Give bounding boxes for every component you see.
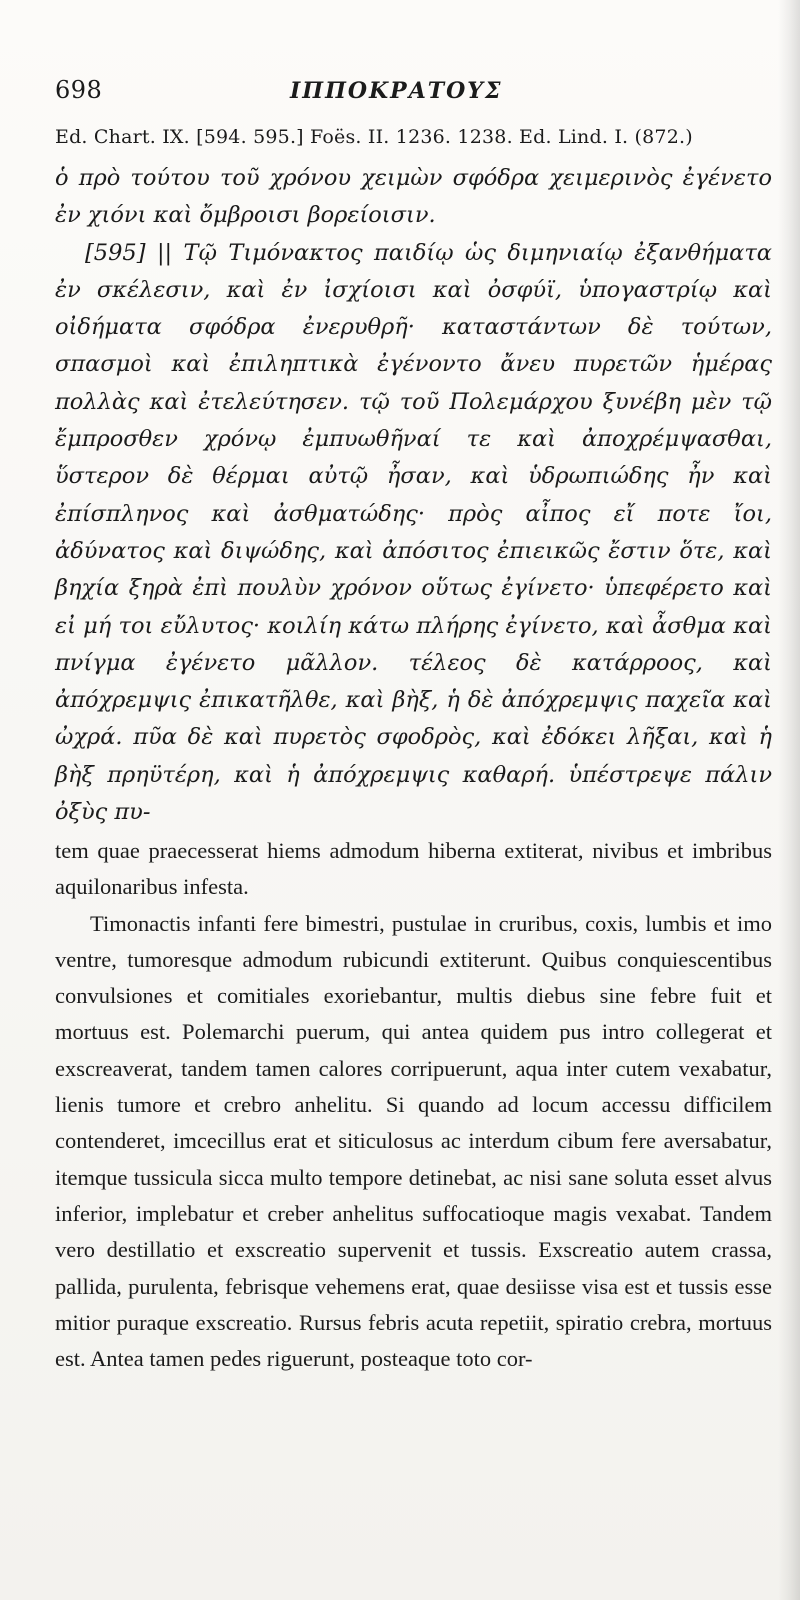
page-number: 698	[55, 76, 103, 104]
latin-text-block	[55, 833, 772, 1377]
edition-references: Ed. Chart. IX. [594. 595.] Foës. II. 1236. 1238. Ed. Lind. I. (872.)	[55, 126, 693, 148]
greek-text-block	[55, 160, 772, 831]
latin-paragraph-2: Timonactis infanti fere bimestri, pustulae in cruribus, coxis, lumbis et imo ventre, tumoresque admodum rubicundi extiterunt. Quibus conquiescentibus convulsiones et comitiales exoriebantur, multis diebus sine febre fuit et mortuus est. Polemarchi puerum, qui antea quidem pus intro collegerat et exscreaverat, tandem tamen calores corripuerunt, aqua inter cutem vexabatur, lienis tumore et crebro anhelitu. Si quando ad locum accessu difficilem contenderet, imcecillus erat et siticulosus ac interdum cibum fere aversabatur, itemque tussicula sicca multo tempore detinebat, ac nisi sane soluta esset alvus inferior, implebatur et creber anhelitus suffocatioque magis vexabat. Tandem vero destillatio et exscreatio supervenit et tussis. Exscreatio autem crassa, pallida, purulenta, febrisque vehemens erat, quae desiisse visa est et tussis esse mitior puraque exscreatio. Rursus febris acuta repetiit, spiratio crebra, mortuus est. Antea tamen pedes riguerunt, posteaque toto cor-	[55, 910, 772, 1372]
greek-paragraph-2: [595] || Τῷ Τιμόνακτος παιδίῳ ὡς διμηνιαίῳ ἐξανθήματα ἐν σκέλεσιν, καὶ ἐν ἰσχίοισι καὶ ὀσφύϊ, ὑπογαστρίῳ καὶ οἰδήματα σφόδρα ἐνερυθρῆ· καταστάντων δὲ τούτων, σπασμοὶ καὶ ἐπιληπτικὰ ἐγένοντο ἄνευ πυρετῶν ἡμέρας πολλὰς καὶ ἐτελεύτησεν. τῷ τοῦ Πολεμάρχου ξυνέβη μὲν τῷ ἔμπροσθεν χρόνῳ ἐμπυωθῆναί τε καὶ ἀποχρέμψασθαι, ὕστερον δὲ θέρμαι αὐτῷ ἦσαν, καὶ ὑδρωπιώδης ἦν καὶ ἐπίσπληνος καὶ ἀσθματώδης· πρὸς αἶπος εἴ ποτε ἴοι, ἀδύνατος καὶ διψώδης, καὶ ἀπόσιτος ἐπιεικῶς ἔστιν ὅτε, καὶ βηχία ξηρὰ ἐπὶ πουλὺν χρόνον οὕτως ἐγίνετο· ὑπεφέρετο καὶ εἰ μή τοι εὔλυτος· κοιλίη κάτω πλήρης ἐγίνετο, καὶ ἆσθμα καὶ πνίγμα ἐγένετο μᾶλλον. τέλεος δὲ κατάρροος, καὶ ἀπόχρεμψις ἐπικατῆλθε, καὶ βὴξ, ἡ δὲ ἀπόχρεμψις παχεῖα καὶ ὠχρά. πῦα δὲ καὶ πυρετὸς σφοδρὸς, καὶ ἐδόκει λῆξαι, καὶ ἡ βὴξ πρηϋτέρη, καὶ ἡ ἀπόχρεμψις καθαρή. ὑπέστρεψε πάλιν ὀξὺς πυ-	[55, 239, 772, 826]
page-header	[55, 78, 775, 118]
running-title: ΙΠΠΟΚΡΑΤΟΥΣ	[290, 78, 503, 104]
latin-paragraph-1: tem quae praecesserat hiems admodum hiberna extiterat, nivibus et imbribus aquilonaribus infesta.	[55, 838, 772, 900]
page-gutter-shadow	[778, 0, 800, 1600]
greek-paragraph-1: ὁ πρὸ τούτου τοῦ χρόνου χειμὼν σφόδρα χειμερινὸς ἐγένετο ἐν χιόνι καὶ ὄμβροισι βορείοισιν.	[55, 165, 772, 229]
